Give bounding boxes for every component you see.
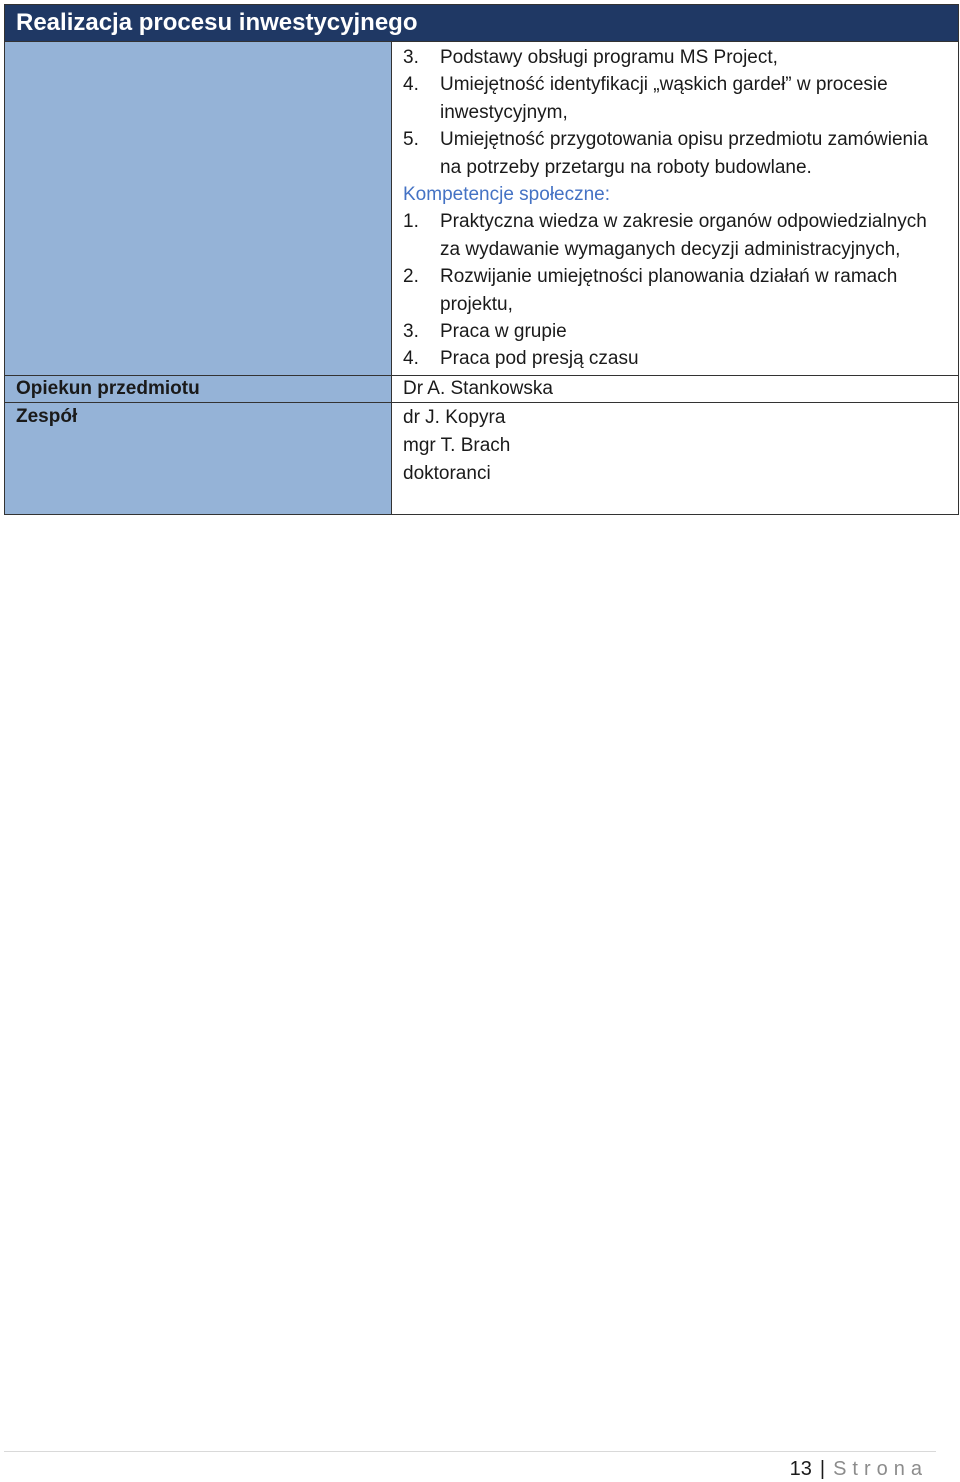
page-footer [790,1456,928,1482]
social-competences-heading: Kompetencje społeczne: [403,184,611,206]
supervisor-value: Dr A. Stankowska [403,377,553,399]
content-cell [392,42,958,375]
list-item-text: Praktyczna wiedza w zakresie organów odpowiedzialnych za wydawanie wymaganych decyzji administracyjnych, [440,211,927,260]
footer-separator: | [819,1458,826,1480]
page-label: Strona [833,1458,928,1480]
list-item [403,126,950,181]
team-row [5,403,958,514]
list-item-number: 4. [403,74,419,96]
team-member: mgr T. Brach [403,434,511,456]
footer-divider [4,1451,936,1452]
team-members [392,403,958,514]
list-item-text: Umiejętność przygotowania opisu przedmiotu zamówienia na potrzeby przetargu na roboty budowlane. [440,129,928,178]
list-item-number: 3. [403,321,419,343]
team-label: Zespół [5,403,392,514]
team-member: doktoranci [403,462,491,484]
page-number: 13 [789,1458,812,1480]
list-item-text: Rozwijanie umiejętności planowania działań w ramach projektu, [440,266,898,315]
list-item [403,345,950,372]
list-item-number: 5. [403,129,419,151]
list-item-text: Praca w grupie [440,321,567,343]
list-item [403,208,950,263]
list-item-number: 4. [403,348,419,370]
list-item-number: 1. [403,211,419,233]
list-item [403,263,950,318]
list-item [403,71,950,126]
supervisor-row [5,376,958,403]
content-row [5,42,958,376]
list-item-number: 3. [403,47,419,68]
course-table [4,4,959,515]
team-member: dr J. Kopyra [403,406,506,428]
list-item-text: Umiejętność identyfikacji „wąskich gardeł” w procesie inwestycyjnym, [440,74,888,123]
supervisor-label: Opiekun przedmiotu [5,376,392,402]
content-label-cell [5,42,392,375]
list-item [403,318,950,345]
section-title: Realizacja procesu inwestycyjnego [5,5,958,42]
list-item [403,44,950,71]
list-item-text: Praca pod presją czasu [440,348,639,370]
list-item-text: Podstawy obsługi programu MS Project, [440,47,778,68]
list-item-number: 2. [403,266,419,288]
